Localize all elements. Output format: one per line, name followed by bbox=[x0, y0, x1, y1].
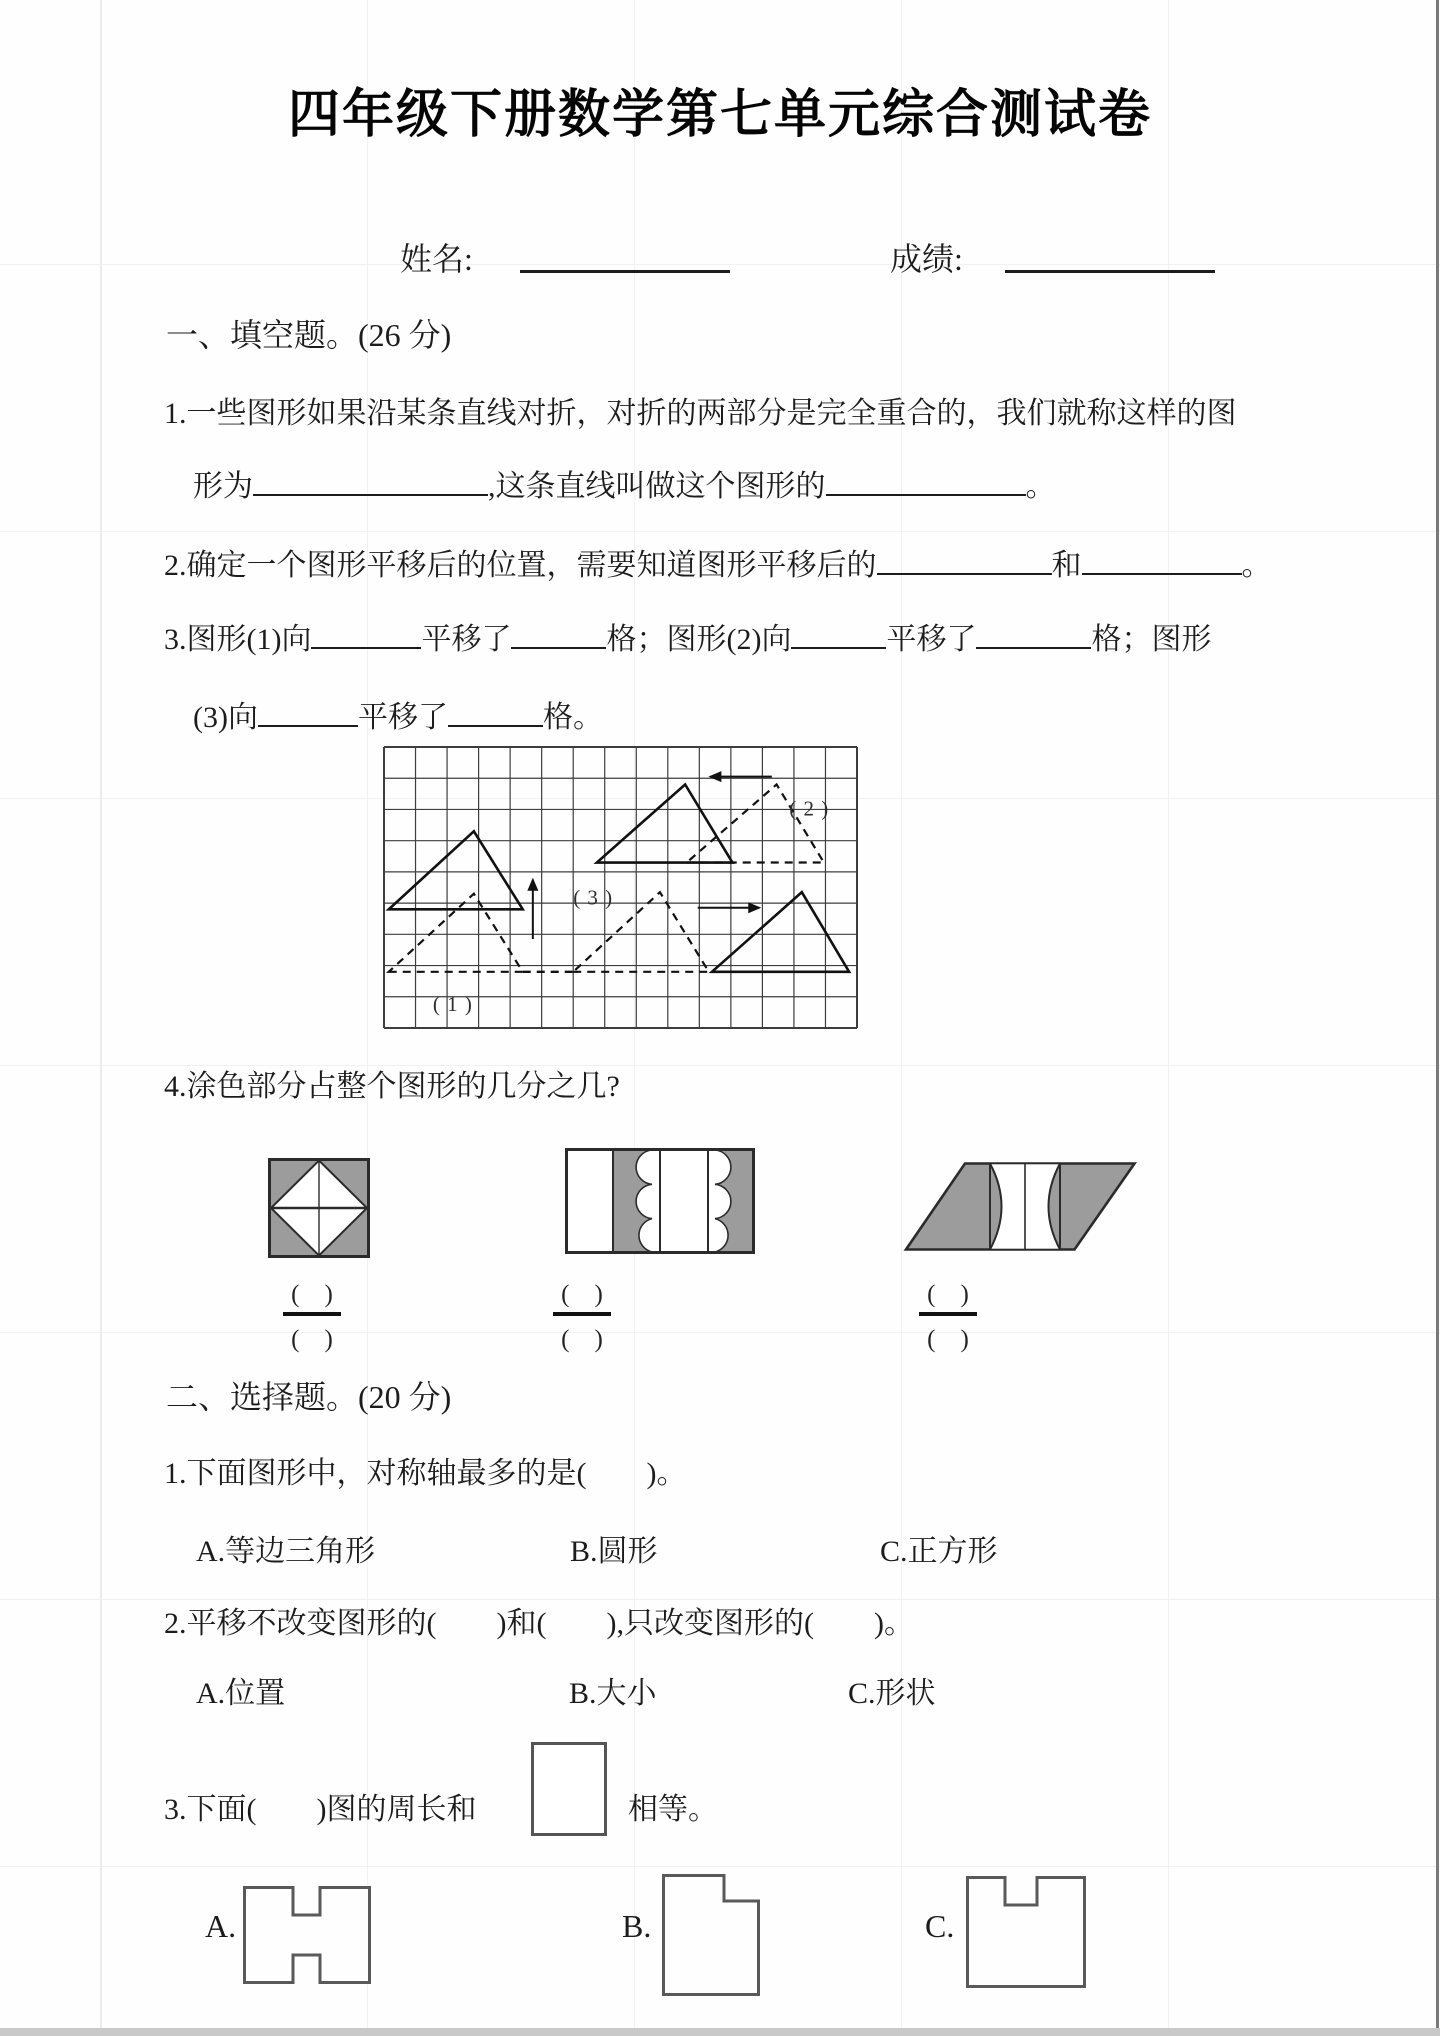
shape-b-label: B. bbox=[622, 1908, 652, 1944]
q2-line bbox=[164, 540, 1272, 584]
bg-gridline bbox=[100, 0, 102, 2036]
shape-a-h-figure[interactable] bbox=[243, 1886, 371, 1984]
fraction-denominator[interactable]: ( ) bbox=[561, 1326, 603, 1353]
section2-heading: 二、选择题。(20 分) bbox=[166, 1379, 452, 1415]
q3-l2-b: 平移了 bbox=[357, 701, 448, 734]
translation-grid-figure bbox=[384, 747, 857, 1028]
q2-pre: 2.确定一个图形平移后的位置，需要知道图形平移后的 bbox=[164, 549, 877, 582]
triangle-fig1-moved bbox=[389, 831, 523, 909]
fraction-bar bbox=[553, 1312, 611, 1316]
q1-line2-pre: 形为 bbox=[193, 470, 253, 503]
fraction-numerator[interactable]: ( ) bbox=[927, 1281, 969, 1308]
q1-line1: 1.一些图形如果沿某条直线对折，对折的两部分是完全重合的，我们就称这样的图 bbox=[164, 397, 1237, 430]
triangle-fig3-moved bbox=[712, 892, 849, 972]
up-arrow-icon bbox=[527, 878, 538, 891]
q3-l1-a: 3.图形(1)向 bbox=[164, 623, 312, 656]
name-label: 姓名: bbox=[400, 241, 473, 277]
shape-c-notch-figure[interactable] bbox=[966, 1876, 1086, 1988]
q3-blank-2[interactable] bbox=[511, 619, 606, 649]
s2-q2-option-c[interactable]: C.形状 bbox=[848, 1677, 936, 1710]
q3-l2-c: 格。 bbox=[542, 701, 603, 734]
q3-blank-3[interactable] bbox=[791, 619, 886, 649]
page-title: 四年级下册数学第七单元综合测试卷 bbox=[287, 86, 1152, 144]
shaded-scallop-square-figure bbox=[565, 1148, 755, 1254]
q1-line2-mid: ,这条直线叫做这个图形的 bbox=[488, 470, 826, 503]
left-arrow-icon bbox=[708, 771, 721, 782]
bg-gridline bbox=[1168, 0, 1169, 2036]
bg-gridline bbox=[0, 1866, 1440, 1867]
bg-gridline bbox=[367, 0, 368, 2036]
q1-line2-end: 。 bbox=[1025, 470, 1056, 503]
q4-text: 4.涂色部分占整个图形的几分之几? bbox=[164, 1070, 620, 1103]
s2-q2-text: 2.平移不改变图形的( )和( ),只改变图形的( )。 bbox=[164, 1607, 914, 1640]
shape-a-label: A. bbox=[205, 1908, 237, 1944]
shape-b-step-figure[interactable] bbox=[662, 1874, 760, 1996]
fraction-answer-3[interactable] bbox=[918, 1274, 978, 1355]
bg-gridline bbox=[0, 1332, 1440, 1333]
bg-gridline bbox=[901, 0, 902, 2036]
q1-line2 bbox=[193, 461, 1056, 505]
s2-q2-option-a[interactable]: A.位置 bbox=[196, 1677, 286, 1710]
q3-l1-d: 平移了 bbox=[886, 623, 977, 656]
fraction-denominator[interactable]: ( ) bbox=[291, 1326, 333, 1353]
s2-q1-text: 1.下面图形中，对称轴最多的是( )。 bbox=[164, 1457, 687, 1490]
s2-q1-option-b[interactable]: B.圆形 bbox=[570, 1535, 658, 1568]
triangle-fig2-moved bbox=[597, 784, 733, 862]
score-label: 成绩: bbox=[890, 241, 963, 277]
s2-q1-option-c[interactable]: C.正方形 bbox=[880, 1535, 998, 1568]
bg-gridline bbox=[0, 531, 1440, 532]
q2-blank-2[interactable] bbox=[1082, 545, 1242, 575]
bg-gridline bbox=[0, 264, 1440, 265]
shaded-parallelogram-figure bbox=[905, 1162, 1136, 1251]
section1-heading: 一、填空题。(26 分) bbox=[166, 317, 452, 353]
q3-line1 bbox=[164, 614, 1211, 658]
q3-blank-6[interactable] bbox=[448, 697, 543, 727]
fraction-numerator[interactable]: ( ) bbox=[561, 1281, 603, 1308]
fraction-answer-1[interactable] bbox=[282, 1274, 342, 1355]
page-right-edge bbox=[1436, 0, 1439, 2036]
q3-blank-4[interactable] bbox=[976, 619, 1091, 649]
score-blank[interactable] bbox=[1005, 270, 1215, 273]
fraction-answer-2[interactable] bbox=[552, 1274, 612, 1355]
reference-square-figure bbox=[531, 1742, 607, 1836]
page-bottom-edge bbox=[0, 2028, 1440, 2036]
shaded-square-diamond-figure bbox=[268, 1158, 370, 1258]
q2-blank-1[interactable] bbox=[877, 545, 1052, 575]
q1-blank-1[interactable] bbox=[253, 466, 488, 496]
fraction-bar bbox=[283, 1312, 341, 1316]
s2-q3-text-post: 相等。 bbox=[628, 1793, 718, 1826]
q3-l2-a: (3)向 bbox=[193, 701, 258, 734]
fraction-denominator[interactable]: ( ) bbox=[927, 1326, 969, 1353]
right-arrow-icon bbox=[748, 902, 761, 913]
fraction-bar bbox=[919, 1312, 977, 1316]
q3-l1-c: 格；图形(2)向 bbox=[606, 623, 792, 656]
q2-end: 。 bbox=[1241, 549, 1272, 582]
grid-figure-label: ( 1 ) bbox=[432, 991, 473, 1016]
q3-l1-e: 格；图形 bbox=[1091, 623, 1212, 656]
q3-l1-b: 平移了 bbox=[421, 623, 512, 656]
q2-mid: 和 bbox=[1051, 549, 1082, 582]
fraction-numerator[interactable]: ( ) bbox=[291, 1281, 333, 1308]
s2-q3-text-pre: 3.下面( )图的周长和 bbox=[164, 1793, 477, 1826]
q3-blank-1[interactable] bbox=[311, 619, 421, 649]
s2-q2-option-b[interactable]: B.大小 bbox=[569, 1677, 657, 1710]
q3-line2 bbox=[193, 692, 603, 736]
triangle-fig1-original bbox=[389, 894, 523, 972]
s2-q1-option-a[interactable]: A.等边三角形 bbox=[196, 1535, 376, 1568]
q3-blank-5[interactable] bbox=[258, 697, 358, 727]
grid-figure-label: ( 2 ) bbox=[789, 796, 830, 821]
name-blank[interactable] bbox=[520, 270, 730, 273]
shape-c-label: C. bbox=[925, 1908, 955, 1944]
q1-blank-2[interactable] bbox=[826, 466, 1026, 496]
grid-figure-label: ( 3 ) bbox=[573, 885, 614, 910]
